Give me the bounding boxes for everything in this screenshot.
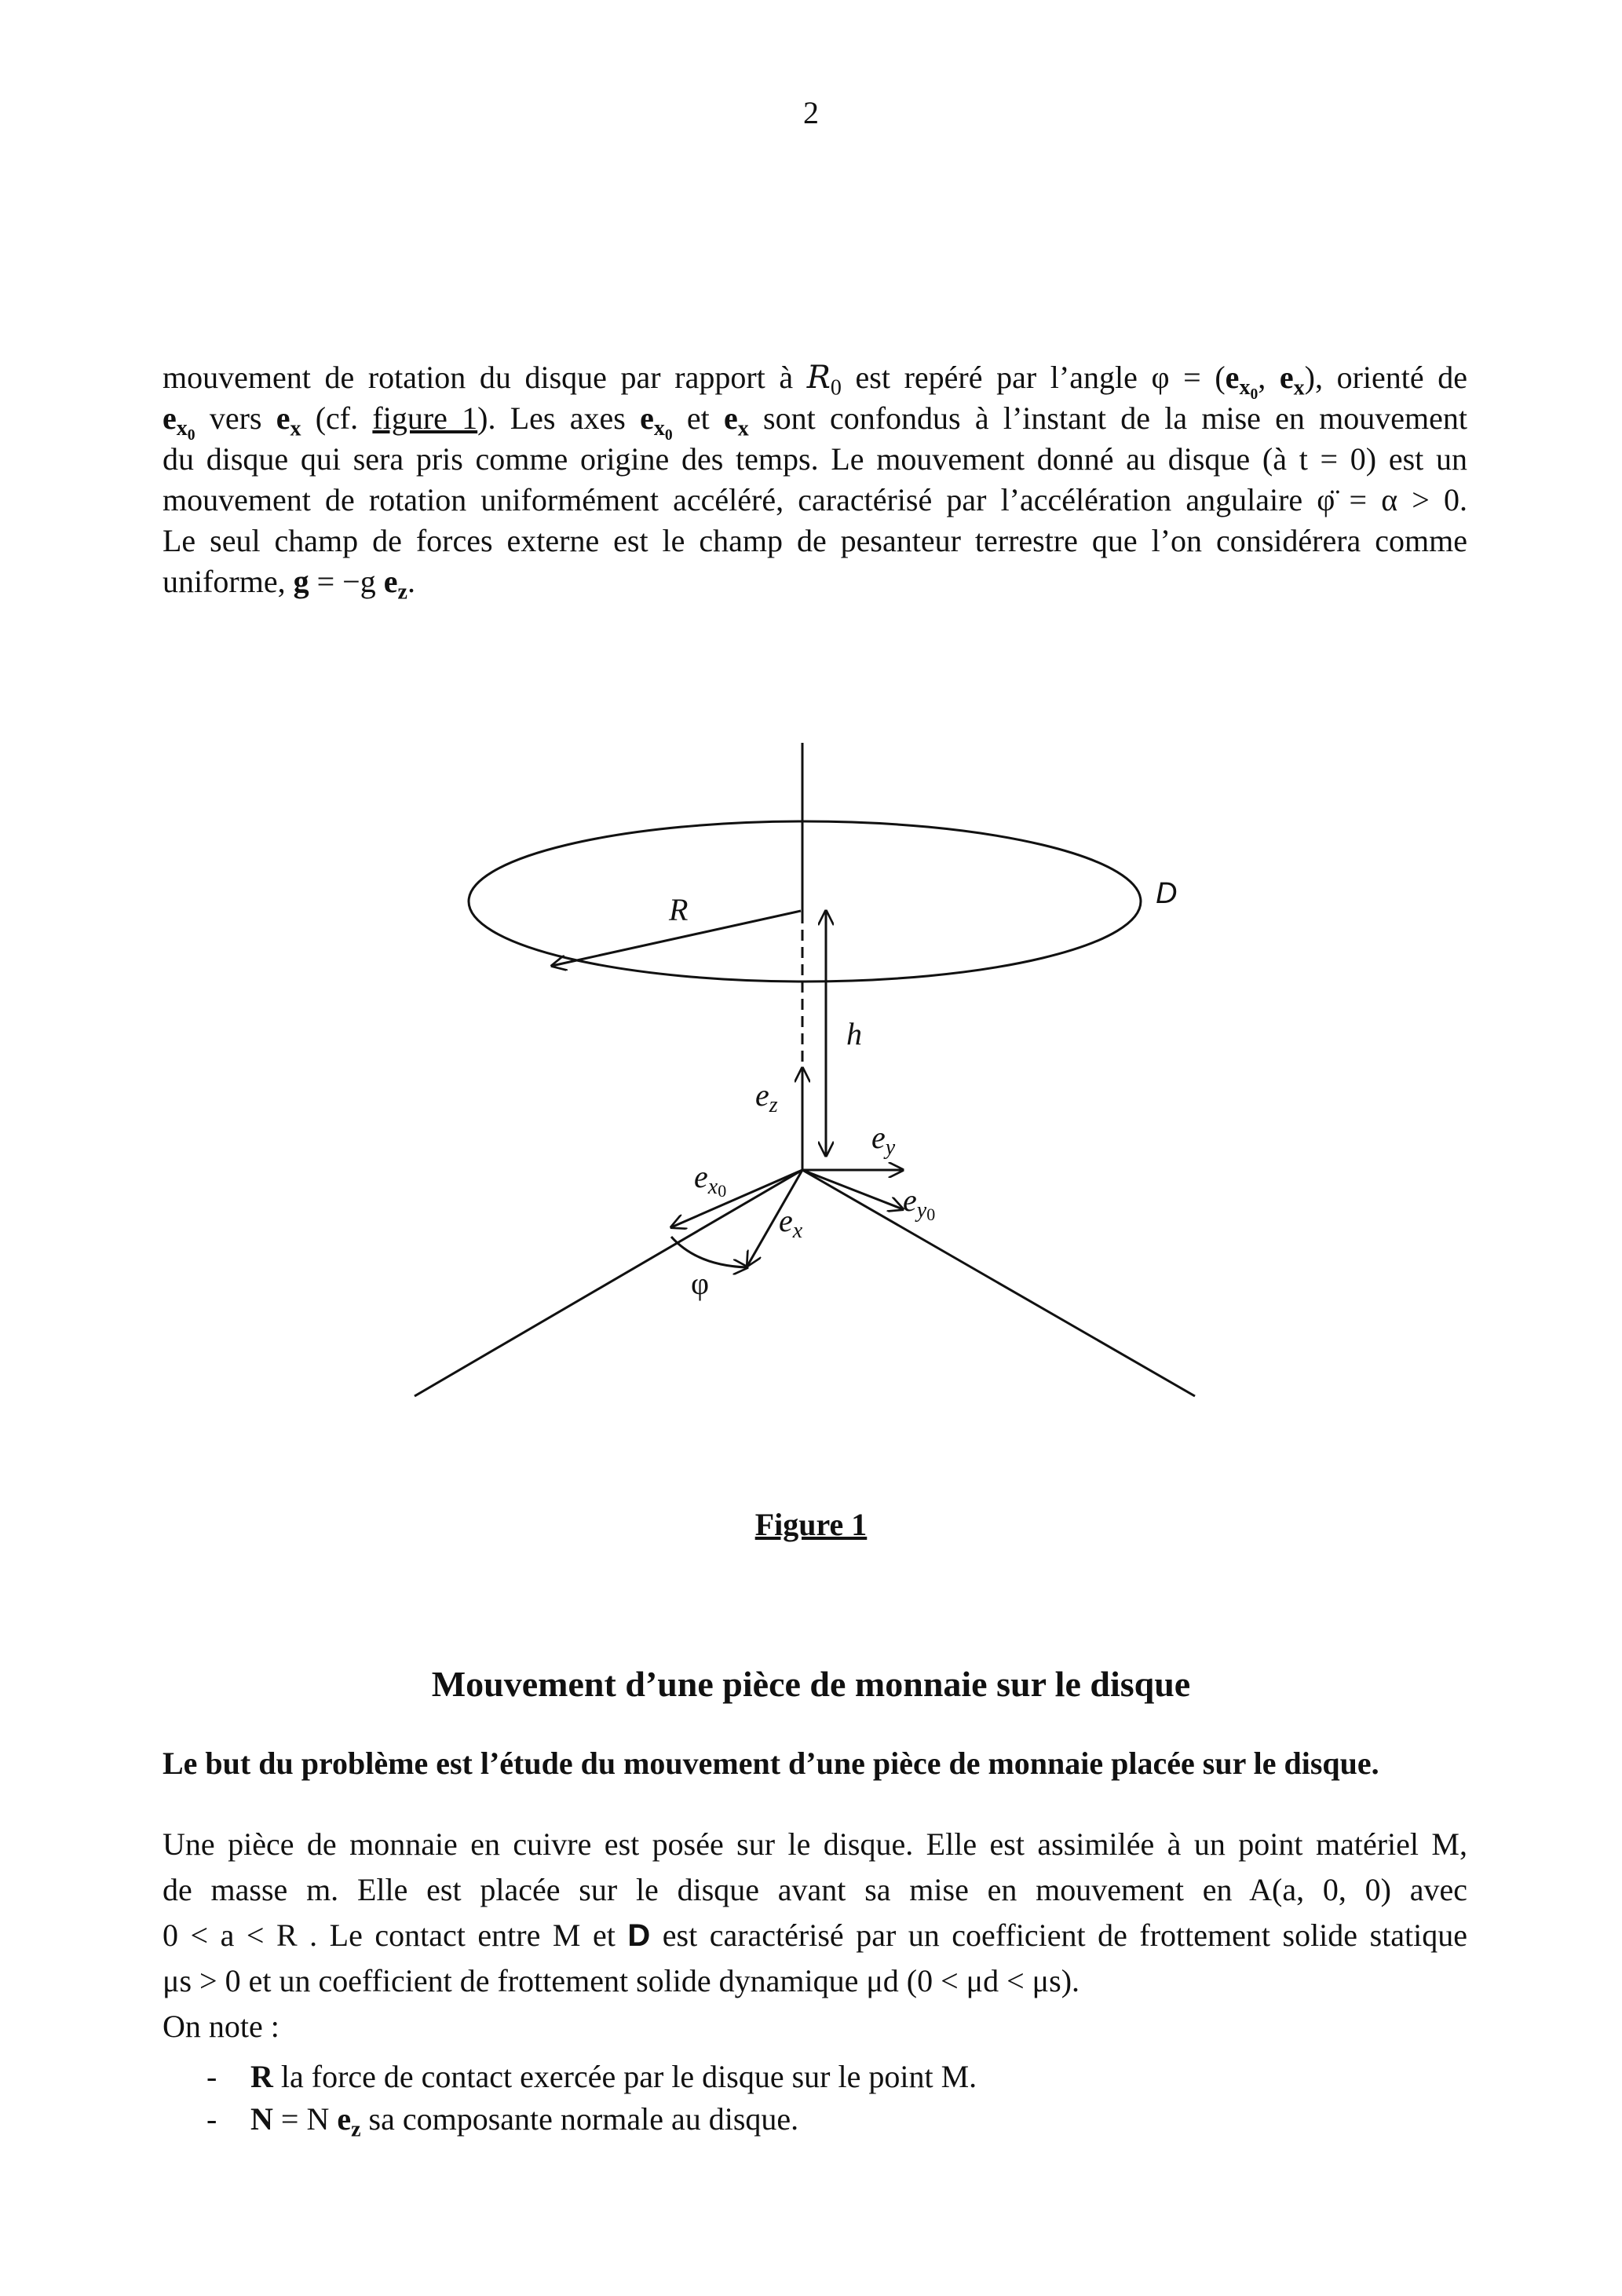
disc-symbol-D: D [627,1918,651,1953]
intro-line4: mouvement de rotation uniformément accéléré, caractérisé par l’accélération angulaire φ̈ = α > 0. [163,482,1467,517]
list-dash: - [206,2059,217,2094]
intro-line1-a: mouvement de rotation du disque par rapport à [163,360,807,395]
label-phi: φ [691,1266,710,1301]
label-ex: $e_x$ [779,1203,803,1243]
intro-line1-c: ), orienté de [1304,360,1467,395]
section-title: Mouvement d’une pièce de monnaie sur le disque [431,1664,1191,1704]
figure-reference-link[interactable]: figure 1 [372,400,478,436]
intro-line2-b: (cf. [301,400,373,436]
vec-ex0: e [1225,360,1240,395]
body-line2: de masse m. Elle est placée sur le disque avant sa mise en mouvement en A(a, 0, 0) avec [163,1872,1467,1907]
vec-ez-sub: z [397,579,407,605]
list-item [163,2098,1467,2141]
vec-ex0-l2-sub: x [176,416,188,441]
frame-symbol: R [806,360,831,396]
vec-ex: e [1279,360,1294,395]
item2-tail: sa composante normale au disque. [360,2101,799,2137]
vec-ex0-l2b-sub: x [653,416,665,441]
vec-g: g [293,564,309,599]
vec-ex0-l2b: e [640,400,654,436]
list-dash: - [206,2101,217,2137]
vec-ex0-l2b-sub2: 0 [664,427,673,444]
vec-ex0-sub: x [1239,375,1251,400]
frame-sub: 0 [830,375,842,400]
body-line4: μs > 0 et un coefficient de frottement solide dynamique μd (0 < μd < μs). [163,1963,1080,1998]
intro-line2-a: vers [195,400,276,436]
page-number: 2 [803,95,819,130]
intro-line2-e: sont confondus à l’instant de la mise en mouvement [748,400,1467,436]
vec-ex-l2b-sub: x [737,416,749,441]
vec-ex-sub: x [1293,375,1305,400]
label-h: h [846,1016,862,1051]
intro-line6-c: . [407,564,415,599]
vec-N: N [250,2101,273,2137]
ground-line-left [415,1170,802,1396]
disc-ellipse [469,821,1141,982]
vec-ez-item: e [337,2101,352,2137]
vec-ez: e [383,564,398,599]
list-item [163,2056,1467,2098]
body-line1: Une pièce de monnaie en cuivre est posée sur le disque. Elle est assimilée à un point matériel M, [163,1826,1467,1862]
ey0-arrow [802,1170,903,1209]
vec-ex-l2-sub: x [290,416,301,441]
label-R: R [669,892,689,927]
body-line5: On note : [163,2009,279,2044]
intro-line6-b: = −g [309,564,384,599]
intro-line2-c: ). Les axes [477,400,641,436]
label-ey: $e_y$ [871,1120,896,1160]
vec-ez-item-sub: z [351,2117,361,2142]
intro-line3: du disque qui sera pris comme origine des temps. Le mouvement donné au disque (à t = 0) est un [163,441,1467,477]
vec-ex-l2: e [276,400,290,436]
body-line3-b: est caractérisé par un coefficient de frottement solide statique [650,1918,1467,1953]
intro-line1-b: est repéré par l’angle φ = ( [841,360,1226,395]
intro-line5: Le seul champ de forces externe est le champ de pesanteur terrestre que l’on considérera comme [163,523,1467,558]
vec-R: R [250,2059,273,2094]
item1-text: la force de contact exercée par le disque sur le point M. [272,2059,977,2094]
body-paragraph [163,1822,1467,2049]
comma: , [1258,360,1280,395]
label-ey0: $e_y0$ [903,1183,936,1224]
label-D: D [1156,877,1178,910]
ex-arrow [747,1170,802,1266]
vec-ex0-l2-sub2: 0 [187,427,195,444]
notation-list [163,2056,1467,2141]
ground-line-right [802,1170,1195,1396]
vec-ex-l2b: e [724,400,738,436]
vec-ex0-sub2: 0 [1250,386,1259,404]
vec-ex0-l2: e [163,400,177,436]
figure-caption: Figure 1 [754,1507,868,1542]
goal-statement: Le but du problème est l’étude du mouvement d’une pièce de monnaie placée sur le disque. [163,1746,1379,1781]
label-ex0: $e_x0$ [694,1159,727,1201]
phi-arc [671,1237,747,1267]
intro-line2-d: et [672,400,725,436]
intro-line6-a: uniforme, [163,564,294,599]
item2-text: = N [272,2101,338,2137]
label-ez: $e_z$ [755,1077,778,1117]
body-line3-a: 0 < a < R . Le contact entre M et [163,1918,628,1953]
